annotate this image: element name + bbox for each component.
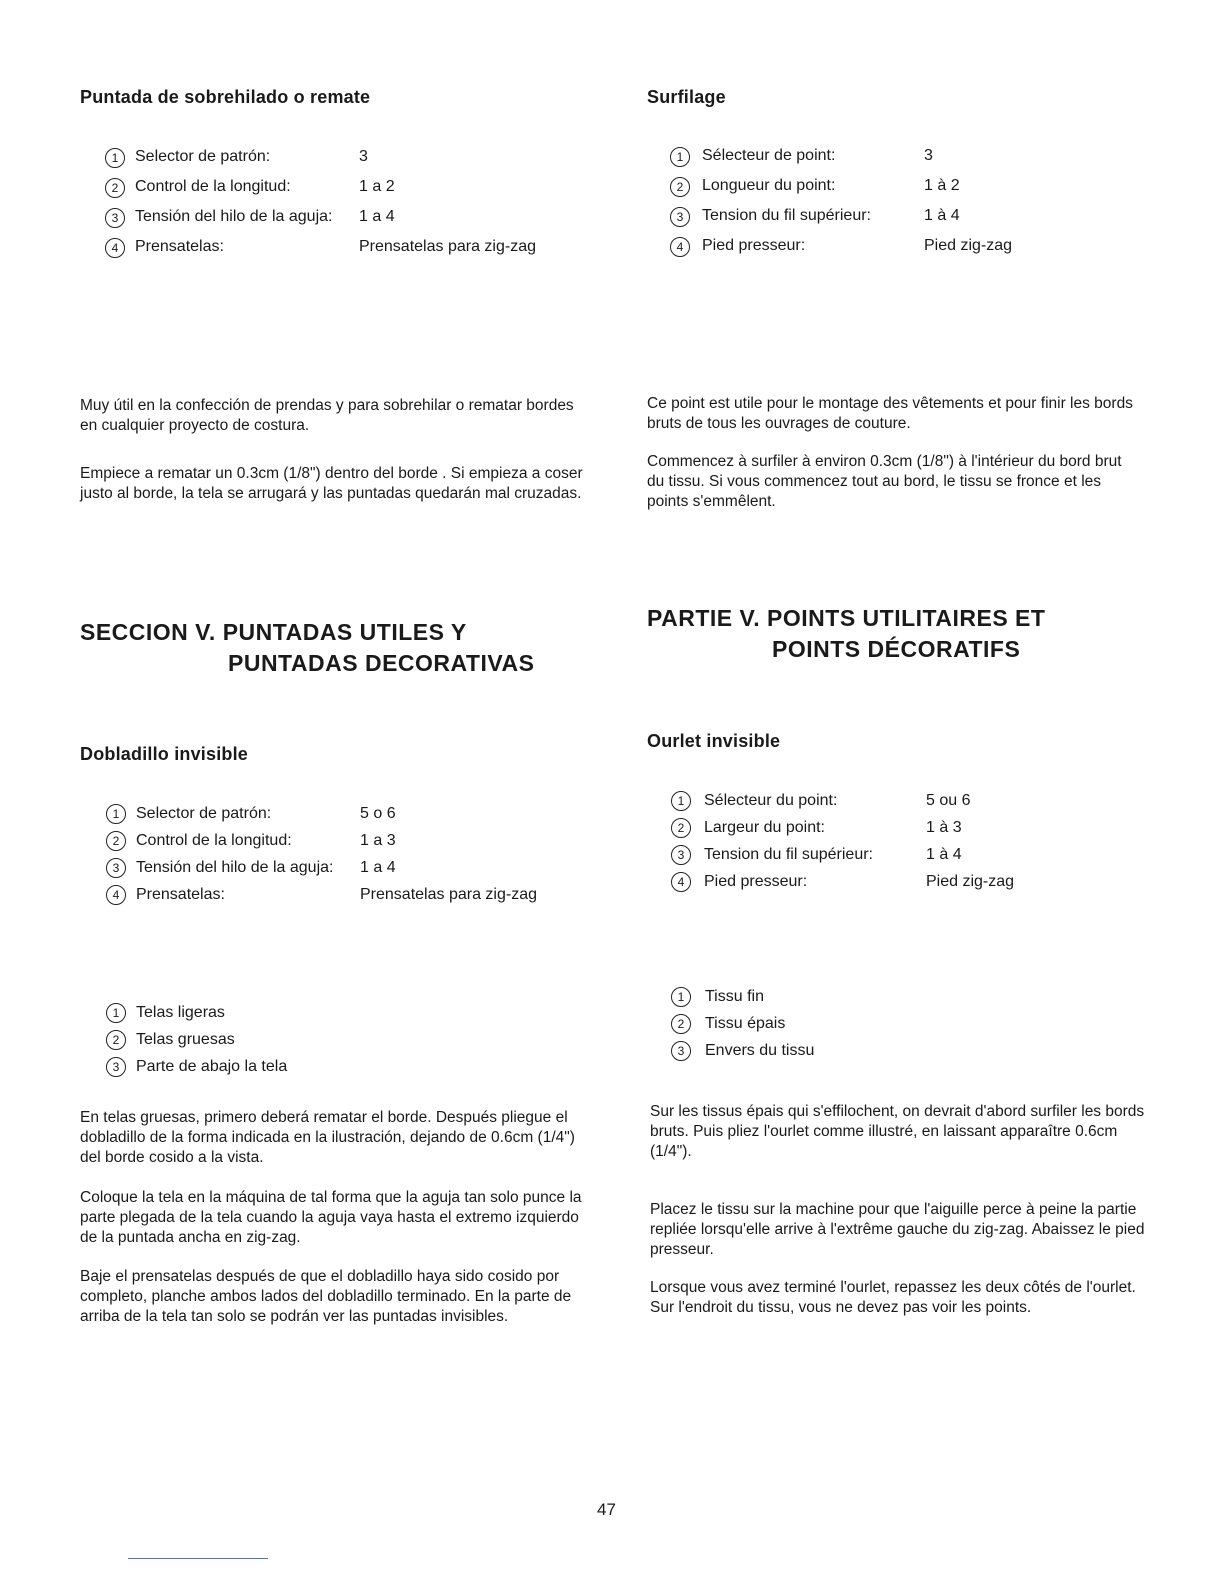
number-badge: 2 <box>105 178 125 198</box>
setting-value: Pied zig-zag <box>924 237 1013 254</box>
setting-row <box>105 142 585 172</box>
setting-label: Pied presseur: <box>704 873 808 890</box>
number-badge: 3 <box>671 845 691 865</box>
setting-value: 1 à 3 <box>926 819 962 836</box>
setting-value: Prensatelas para zig-zag <box>359 238 536 255</box>
blind-hem-title-es: Dobladillo invisible <box>80 744 249 764</box>
blind-paragraph-fr: Lorsque vous avez terminé l'ourlet, repassez les deux côtés de l'ourlet. Sur l'endroit du tissu, vous ne devez pas voir les points. <box>650 1279 1136 1316</box>
setting-value: 5 ou 6 <box>926 792 971 809</box>
number-badge: 3 <box>106 858 126 878</box>
number-badge: 1 <box>106 804 126 824</box>
blind-paragraph-es: En telas gruesas, primero deberá rematar el borde. Después pliegue el dobladillo de la forma indicada en la ilustración, dejando de 0.6cm (1/4") del borde cosido a la vista. <box>80 1109 575 1166</box>
blind-settings-fr <box>671 787 1151 895</box>
number-badge: 4 <box>105 238 125 258</box>
setting-label: Prensatelas: <box>135 238 224 255</box>
number-badge: 2 <box>670 177 690 197</box>
setting-value: 1 à 4 <box>924 207 960 224</box>
number-badge: 4 <box>671 872 691 892</box>
overlock-paragraph-fr: Ce point est utile pour le montage des vêtements et pour finir les bords bruts de tous les ouvrages de couture. <box>647 395 1133 432</box>
list-item-label: Tissu épais <box>705 1015 786 1032</box>
number-badge: 2 <box>671 818 691 838</box>
fabric-list-fr <box>671 983 1071 1064</box>
setting-value: 1 à 2 <box>924 177 960 194</box>
setting-label: Selector de patrón: <box>136 805 272 822</box>
blind-paragraph-es: Coloque la tela en la máquina de tal forma que la aguja tan solo punce la parte plegada de la tela cuando la aguja vaya hasta el extremo izquierdo de la puntada ancha en zig-zag. <box>80 1189 582 1246</box>
overlock-settings-es <box>105 142 585 262</box>
setting-row <box>106 881 586 908</box>
blind-settings-es <box>106 800 586 908</box>
overlock-paragraph-es: Empiece a rematar un 0.3cm (1/8") dentro del borde . Si empieza a coser justo al borde, la tela se arrugará y las puntadas quedarán mal cruzadas. <box>80 465 583 502</box>
setting-label: Sélecteur de point: <box>702 147 836 164</box>
setting-row <box>106 800 586 827</box>
setting-value: Prensatelas para zig-zag <box>360 886 537 903</box>
blind-paragraph-fr: Sur les tissus épais qui s'effilochent, on devrait d'abord surfiler les bords bruts. Puis pliez l'ourlet comme illustré, en laissant apparaître 0.6cm (1/4"). <box>650 1103 1145 1160</box>
overlock-title-fr: Surfilage <box>647 87 726 107</box>
overlock-paragraph-es: Muy útil en la confección de prendas y para sobrehilar o rematar bordes en cualquier proyecto de costura. <box>80 397 574 434</box>
setting-label: Prensatelas: <box>136 886 225 903</box>
setting-row <box>105 172 585 202</box>
setting-row <box>670 231 1150 261</box>
setting-row <box>671 868 1151 895</box>
setting-value: Pied zig-zag <box>926 873 1015 890</box>
setting-label: Pied presseur: <box>702 237 806 254</box>
blind-paragraph-es: Baje el prensatelas después de que el dobladillo haya sido cosido por completo, planche ambos lados del dobladillo terminado. En la parte de arriba de la tela tan solo se podrán ver las puntadas invisibles. <box>80 1268 572 1325</box>
section-heading-line: PUNTADAS DECORATIVAS <box>228 650 535 676</box>
section-heading-es <box>80 617 600 679</box>
setting-label: Tensión del hilo de la aguja: <box>135 208 333 225</box>
setting-label: Longueur du point: <box>702 177 836 194</box>
list-item-label: Tissu fin <box>705 988 764 1005</box>
list-item <box>671 983 1071 1010</box>
setting-value: 1 a 4 <box>359 208 395 225</box>
number-badge: 3 <box>105 208 125 228</box>
setting-row <box>670 201 1150 231</box>
setting-label: Tension du fil supérieur: <box>704 846 873 863</box>
setting-value: 5 o 6 <box>360 805 396 822</box>
setting-label: Tension du fil supérieur: <box>702 207 871 224</box>
overlock-paragraph-fr: Commencez à surfiler à environ 0.3cm (1/8") à l'intérieur du bord brut du tissu. Si vous commencez tout au bord, le tissu se fronce et les points s'emmêlent. <box>647 453 1122 510</box>
page-number: 47 <box>597 1500 616 1519</box>
number-badge: 1 <box>671 987 691 1007</box>
blind-hem-title-fr: Ourlet invisible <box>647 731 781 751</box>
setting-row <box>106 827 586 854</box>
number-badge: 2 <box>106 1030 126 1050</box>
setting-label: Tensión del hilo de la aguja: <box>136 859 334 876</box>
blind-paragraph-fr: Placez le tissu sur la machine pour que l'aiguille perce à peine la partie repliée lorsqu'elle arrive à l'extrême gauche du zig-zag. Abaissez le pied presseur. <box>650 1201 1145 1258</box>
setting-row <box>670 171 1150 201</box>
overlock-title-es: Puntada de sobrehilado o remate <box>80 87 371 107</box>
number-badge: 3 <box>671 1041 691 1061</box>
setting-row <box>106 854 586 881</box>
footer-rule <box>128 1558 268 1559</box>
setting-label: Selector de patrón: <box>135 148 271 165</box>
number-badge: 4 <box>670 237 690 257</box>
list-item-label: Envers du tissu <box>705 1042 815 1059</box>
setting-label: Control de la longitud: <box>136 832 292 849</box>
setting-row <box>670 141 1150 171</box>
section-heading-line: POINTS DÉCORATIFS <box>772 636 1021 662</box>
setting-row <box>671 841 1151 868</box>
setting-row <box>105 202 585 232</box>
list-item <box>671 1037 1071 1064</box>
setting-value: 1 a 2 <box>359 178 395 195</box>
setting-row <box>105 232 585 262</box>
list-item-label: Telas gruesas <box>136 1031 235 1048</box>
setting-label: Largeur du point: <box>704 819 825 836</box>
list-item-label: Telas ligeras <box>136 1004 225 1021</box>
number-badge: 1 <box>670 147 690 167</box>
setting-label: Sélecteur du point: <box>704 792 838 809</box>
section-heading-line: SECCION V. PUNTADAS UTILES Y <box>80 619 467 645</box>
fabric-list-es <box>106 999 506 1080</box>
setting-value: 1 à 4 <box>926 846 962 863</box>
number-badge: 2 <box>671 1014 691 1034</box>
setting-value: 3 <box>359 148 368 165</box>
setting-value: 3 <box>924 147 933 164</box>
section-heading-line: PARTIE V. POINTS UTILITAIRES ET <box>647 605 1046 631</box>
number-badge: 1 <box>106 1003 126 1023</box>
list-item <box>671 1010 1071 1037</box>
number-badge: 4 <box>106 885 126 905</box>
setting-value: 1 a 3 <box>360 832 396 849</box>
list-item <box>106 1053 506 1080</box>
list-item <box>106 999 506 1026</box>
section-heading-fr <box>647 603 1187 665</box>
number-badge: 2 <box>106 831 126 851</box>
list-item <box>106 1026 506 1053</box>
number-badge: 3 <box>106 1057 126 1077</box>
setting-row <box>671 814 1151 841</box>
setting-label: Control de la longitud: <box>135 178 291 195</box>
setting-value: 1 a 4 <box>360 859 396 876</box>
number-badge: 3 <box>670 207 690 227</box>
number-badge: 1 <box>671 791 691 811</box>
overlock-settings-fr <box>670 141 1150 261</box>
number-badge: 1 <box>105 148 125 168</box>
setting-row <box>671 787 1151 814</box>
list-item-label: Parte de abajo la tela <box>136 1058 288 1075</box>
